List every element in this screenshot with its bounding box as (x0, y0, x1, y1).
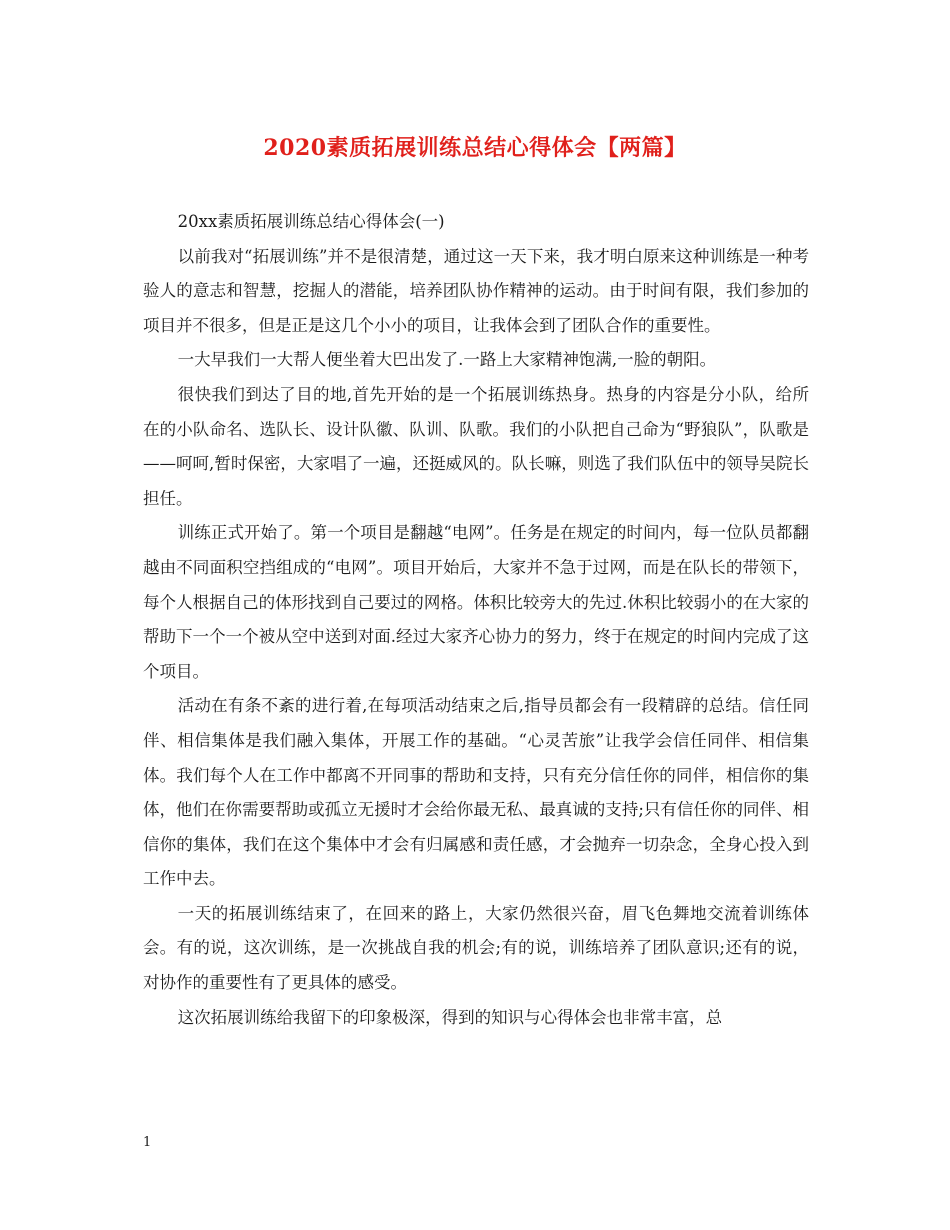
paragraph-3: 很快我们到达了目的地,首先开始的是一个拓展训练热身。热身的内容是分小队，给所在的小队命名、选队长、设计队徽、队训、队歌。我们的小队把自己命为“野狼队”，队歌是——呵呵,暂时保密，大家唱了一遍，还挺威风的。队长嘛，则选了我们队伍中的领导吴院长担任。 (143, 384, 809, 508)
paragraph-1: 以前我对“拓展训练”并不是很清楚，通过这一天下来，我才明白原来这种训练是一种考验人的意志和智慧，挖掘人的潜能，培养团队协作精神的运动。由于时间有限，我们参加的项目并不很多，但是正是这几个小小的项目，让我体会到了团队合作的重要性。 (143, 246, 809, 335)
paragraph-7: 这次拓展训练给我留下的印象极深，得到的知识与心得体会也非常丰富，总 (177, 1007, 723, 1027)
paragraph-5: 活动在有条不紊的进行着,在每项活动结束之后,指导员都会有一段精辟的总结。信任同伴、相信集体是我们融入集体，开展工作的基础。“心灵苦旅”让我学会信任同伴、相信集体。我们每个人在工作中都离不开同事的帮助和支持，只有充分信任你的同伴，相信你的集体，他们在你需要帮助或孤立无援时才会给你最无私、最真诚的支持;只有信任你的同伴、相信你的集体，我们在这个集体中才会有归属感和责任感，才会抛弃一切杂念，全身心投入到工作中去。 (143, 696, 809, 889)
section-heading: 20xx素质拓展训练总结心得体会(一) (177, 212, 445, 231)
document-title: 2020素质拓展训练总结心得体会【两篇】 (263, 135, 687, 161)
document-body (143, 205, 809, 1035)
page-number: 1 (143, 1135, 152, 1150)
paragraph-4: 训练正式开始了。第一个项目是翻越“电网”。任务是在规定的时间内，每一位队员都翻越由不同面积空挡组成的“电网”。项目开始后，大家并不急于过网，而是在队长的带领下，每个人根据自己的体形找到自己要过的网格。体积比较旁大的先过.休积比较弱小的在大家的帮助下一个一个被从空中送到对面.经过大家齐心协力的努力，终于在规定的时间内完成了这个项目。 (143, 523, 809, 681)
paragraph-6: 一天的拓展训练结束了，在回来的路上，大家仍然很兴奋，眉飞色舞地交流着训练体会。有的说，这次训练，是一次挑战自我的机会;有的说，训练培养了团队意识;还有的说，对协作的重要性有了更具体的感受。 (143, 903, 809, 993)
paragraph-2: 一大早我们一大帮人便坐着大巴出发了.一路上大家精神饱满,一脸的朝阳。 (177, 350, 717, 370)
